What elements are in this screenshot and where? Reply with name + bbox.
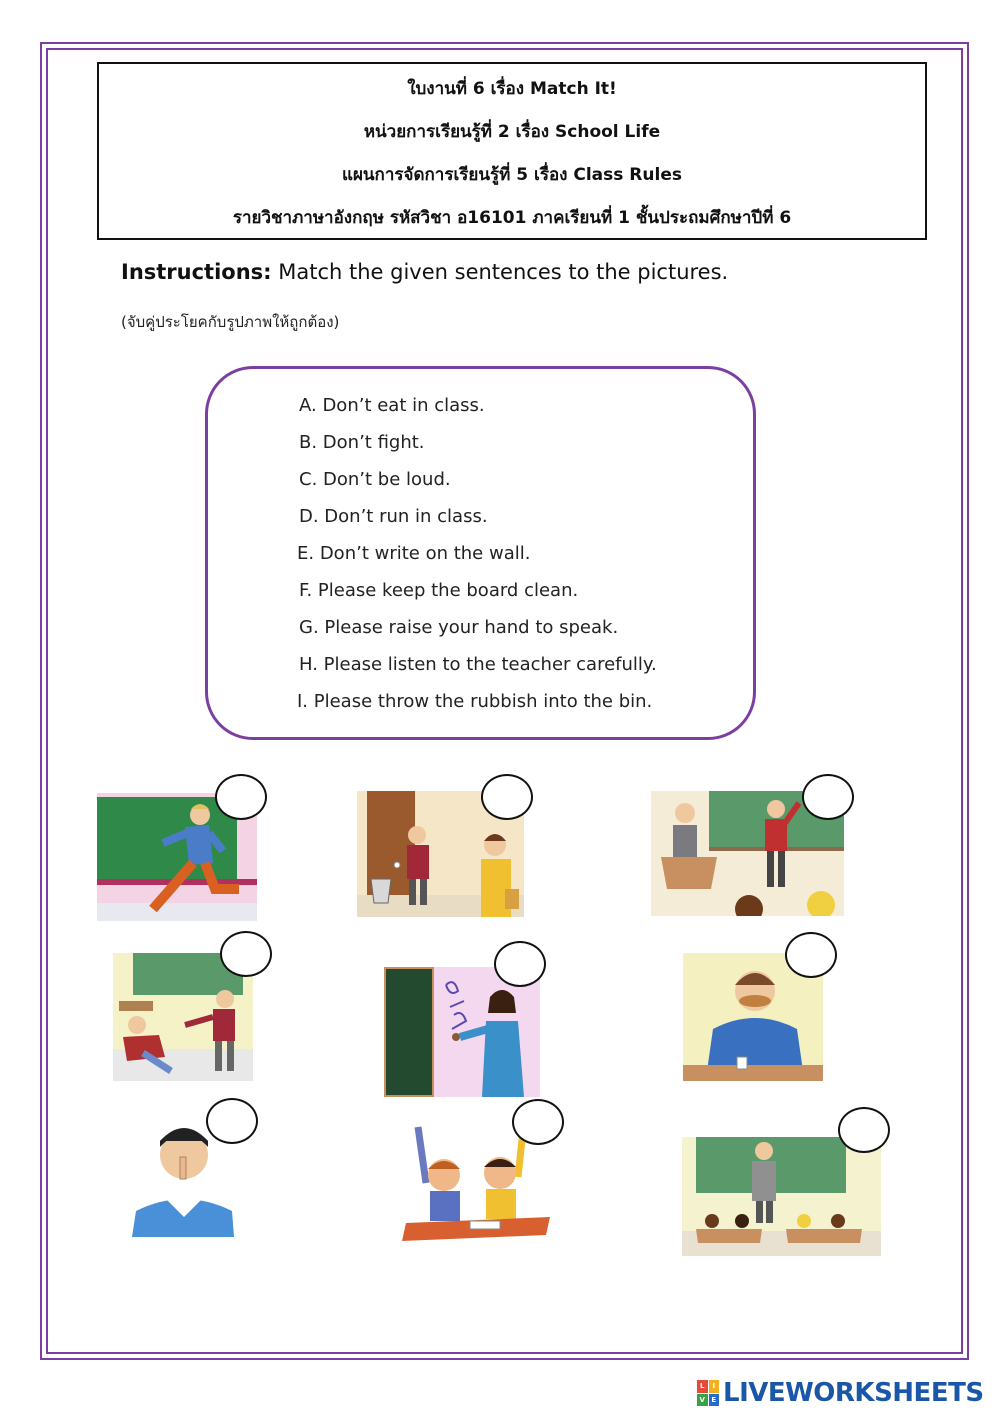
answer-bubble-1[interactable]	[215, 774, 267, 820]
sentence-h: H. Please listen to the teacher carefully.	[299, 654, 657, 675]
sentence-b: B. Don’t fight.	[299, 432, 425, 453]
answer-bubble-3[interactable]	[802, 774, 854, 820]
instructions-thai: (จับคู่ประโยคกับรูปภาพให้ถูกต้อง)	[121, 313, 340, 331]
instructions-text: Match the given sentences to the pictures.	[271, 260, 729, 284]
instructions	[121, 260, 728, 284]
course-info: รายวิชาภาษาอังกฤษ รหัสวิชา อ16101 ภาคเรียนที่ 1 ชั้นประถมศึกษาปีที่ 6	[232, 208, 792, 228]
sentence-g: G. Please raise your hand to speak.	[299, 617, 619, 638]
answer-bubble-4[interactable]	[220, 931, 272, 977]
answer-bubble-2[interactable]	[481, 774, 533, 820]
answer-bubble-6[interactable]	[785, 932, 837, 978]
liveworksheets-badge-icon: L I V E	[697, 1380, 719, 1406]
answer-bubble-7[interactable]	[206, 1098, 258, 1144]
worksheet-title: ใบงานที่ 6 เรื่อง Match It!	[407, 79, 617, 99]
sentence-f: F. Please keep the board clean.	[299, 580, 579, 601]
answer-bubble-9[interactable]	[838, 1107, 890, 1153]
sentence-i: I. Please throw the rubbish into the bin.	[297, 691, 653, 712]
liveworksheets-logo-text: LIVEWORKSHEETS	[723, 1378, 984, 1408]
sentence-a: A. Don’t eat in class.	[299, 395, 485, 416]
instructions-label: Instructions:	[121, 260, 272, 284]
sentence-c: C. Don’t be loud.	[299, 469, 451, 490]
liveworksheets-logo	[697, 1376, 984, 1410]
lesson-plan-title: แผนการจัดการเรียนรู้ที่ 5 เรื่อง Class Rules	[342, 165, 682, 185]
sentence-e: E. Don’t write on the wall.	[297, 543, 531, 564]
worksheet-header	[97, 62, 927, 240]
sentence-list	[205, 366, 756, 740]
sentence-d: D. Don’t run in class.	[299, 506, 488, 527]
answer-bubble-5[interactable]	[494, 941, 546, 987]
listening-teacher-picture	[682, 1137, 881, 1256]
unit-title: หน่วยการเรียนรู้ที่ 2 เรื่อง School Life	[363, 122, 661, 142]
answer-bubble-8[interactable]	[512, 1099, 564, 1145]
